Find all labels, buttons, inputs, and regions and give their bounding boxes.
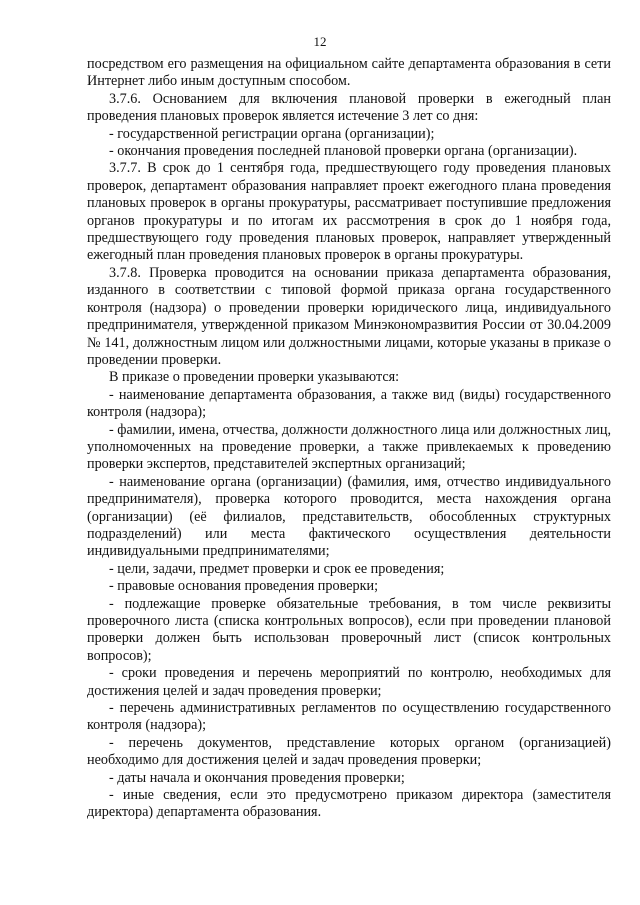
list-item: - подлежащие проверке обязательные требования, в том числе реквизиты проверочного листа (списка контрольных вопросов), если при проведении плановой проверки должен быть использован проверочный лист (список контрольных вопросов); bbox=[87, 595, 611, 664]
paragraph: 3.7.7. В срок до 1 сентября года, предшествующего году проведения плановых проверок, департамент образования направляет проект ежегодного плана проведения плановых проверок в органы прокуратуры, рассматривает поступившие предложения органов прокуратуры и по итогам их рассмотрения в срок до 1 ноября года, предшествующего году проведения плановых проверок, направляет утвержденный ежегодный план проведения плановых проверок в органы прокуратуры. bbox=[87, 160, 611, 264]
list-item: - перечень документов, представление которых органом (организацией) необходимо для достижения целей и задач проведения проверки; bbox=[87, 734, 611, 769]
list-item: - сроки проведения и перечень мероприятий по контролю, необходимых для достижения целей и задач проведения проверки; bbox=[87, 665, 611, 699]
document-body bbox=[87, 56, 611, 822]
list-item: - окончания проведения последней плановой проверки органа (организации). bbox=[109, 143, 578, 160]
list-item: - перечень административных регламентов по осуществлению государственного контроля (надзора); bbox=[87, 700, 611, 734]
list-item: - фамилии, имена, отчества, должности должностного лица или должностных лиц, уполномоченных на проведение проверки, а также привлекаемых к проведению проверки экспертов, представителей экспертных организаций; bbox=[87, 421, 611, 473]
paragraph: посредством его размещения на официальном сайте департамента образования в сети Интернет либо иным доступным способом. bbox=[87, 56, 611, 90]
list-item: - наименование органа (организации) (фамилия, имя, отчество индивидуального предпринимателя), проверка которого проводится, места нахождения органа (организации) (её филиалов, представительств, обособленных структурных подразделений) или места фактического осуществления деятельности индивидуальными предпринимателями; bbox=[87, 473, 611, 560]
list-item: - иные сведения, если это предусмотрено приказом директора (заместителя директора) департамента образования. bbox=[87, 787, 611, 821]
page-number: 12 bbox=[313, 34, 327, 49]
paragraph: В приказе о проведении проверки указываются: bbox=[109, 369, 400, 386]
paragraph: 3.7.8. Проверка проводится на основании приказа департамента образования, изданного в соответствии с типовой формой приказа органа государственного контроля (надзора) о проведении проверки юридического лица, индивидуального предпринимателя, утвержденной приказом Минэкономразвития России от 30.04.2009 № 141, должностным лицом или должностными лицами, которые указаны в приказе о проведении проверки. bbox=[87, 264, 611, 368]
list-item: - государственной регистрации органа (организации); bbox=[109, 125, 435, 142]
paragraph: 3.7.6. Основанием для включения плановой проверки в ежегодный план проведения плановых проверок является истечение 3 лет со дня: bbox=[87, 90, 611, 125]
list-item: - правовые основания проведения проверки; bbox=[109, 578, 379, 595]
list-item: - наименование департамента образования, а также вид (виды) государственного контроля (надзора); bbox=[87, 386, 611, 421]
list-item: - даты начала и окончания проведения проверки; bbox=[109, 769, 405, 786]
list-item: - цели, задачи, предмет проверки и срок ее проведения; bbox=[109, 560, 445, 577]
